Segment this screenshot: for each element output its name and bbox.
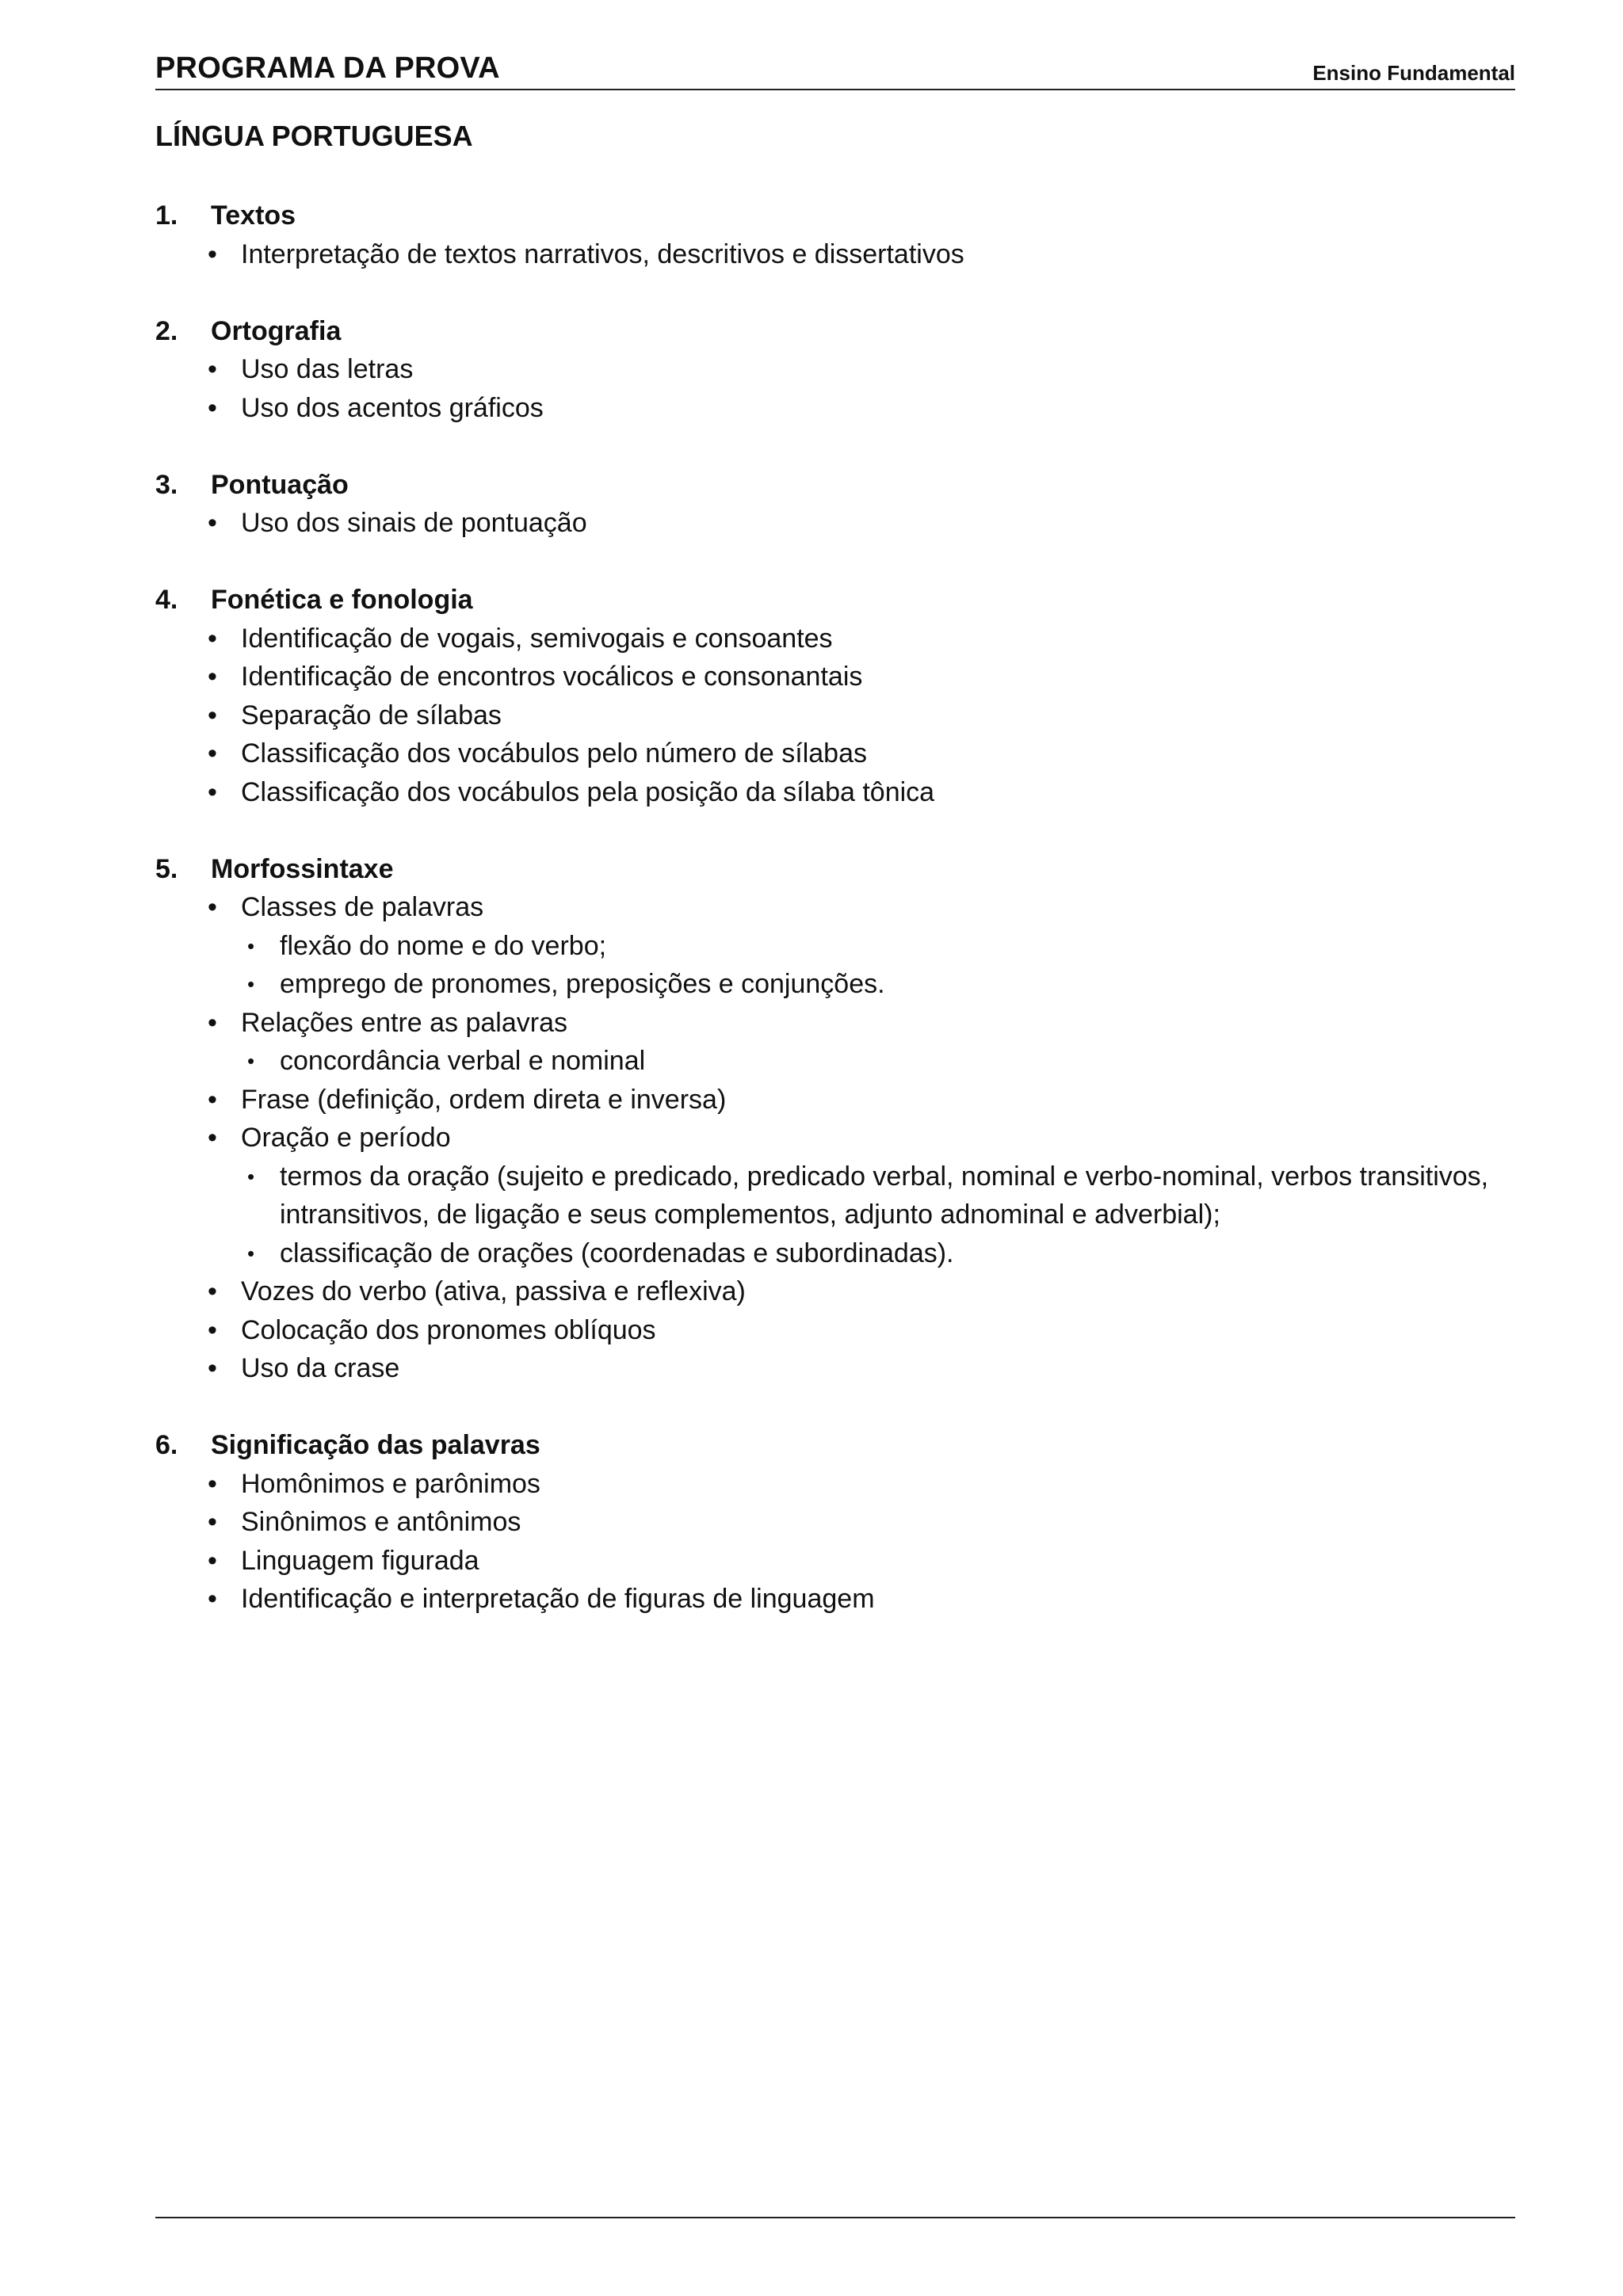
- section-heading: [155, 1426, 1515, 1465]
- list-item: • Interpretação de textos narrativos, descritivos e dissertativos: [155, 235, 1515, 274]
- list-item: • Identificação e interpretação de figuras de linguagem: [155, 1580, 1515, 1619]
- list-item: • Classificação dos vocábulos pelo número de sílabas: [155, 734, 1515, 773]
- sub-list-item: • emprego de pronomes, preposições e conjunções.: [155, 965, 1515, 1004]
- section-number: 4.: [155, 585, 178, 615]
- section-pontuacao: [155, 466, 1515, 543]
- section-number: 3.: [155, 469, 178, 500]
- section-heading: [155, 581, 1515, 620]
- sub-list-item: • termos da oração (sujeito e predicado, predicado verbal, nominal e verbo-nominal, verbos transitivos, intransitivos, de ligação e seus complementos, adjunto adnominal e adverbial);: [155, 1158, 1515, 1234]
- section-heading: [155, 850, 1515, 889]
- footer-rule: [155, 2217, 1515, 2218]
- page-header: [155, 49, 1515, 90]
- section-ortografia: [155, 312, 1515, 428]
- section-morfossintaxe: [155, 850, 1515, 1388]
- list-item: • Homônimos e parônimos: [155, 1465, 1515, 1504]
- list-item: • Vozes do verbo (ativa, passiva e reflexiva): [155, 1272, 1515, 1311]
- section-fonetica: [155, 581, 1515, 811]
- section-number: 2.: [155, 315, 178, 346]
- list-item: • Relações entre as palavras: [155, 1004, 1515, 1043]
- section-title: Significação das palavras: [211, 1430, 540, 1460]
- section-number: 6.: [155, 1430, 178, 1460]
- section-significacao: [155, 1426, 1515, 1619]
- list-item: • Linguagem figurada: [155, 1542, 1515, 1581]
- syllabus: [155, 196, 1515, 1657]
- list-item: • Identificação de encontros vocálicos e consonantais: [155, 658, 1515, 696]
- sub-list-item: • flexão do nome e do verbo;: [155, 927, 1515, 966]
- section-title: Fonética e fonologia: [211, 585, 473, 615]
- sub-list-item: • concordância verbal e nominal: [155, 1042, 1515, 1081]
- document-title: PROGRAMA DA PROVA: [155, 51, 500, 85]
- list-item: • Uso dos acentos gráficos: [155, 389, 1515, 428]
- list-item: • Frase (definição, ordem direta e inversa): [155, 1081, 1515, 1119]
- section-title: Textos: [211, 200, 296, 231]
- section-heading: [155, 196, 1515, 235]
- section-number: 1.: [155, 200, 178, 231]
- section-title: Pontuação: [211, 469, 349, 500]
- list-item: • Uso das letras: [155, 350, 1515, 389]
- section-textos: [155, 196, 1515, 273]
- section-heading: [155, 312, 1515, 351]
- section-number: 5.: [155, 853, 178, 884]
- list-item: • Sinônimos e antônimos: [155, 1503, 1515, 1542]
- list-item: • Classificação dos vocábulos pela posição da sílaba tônica: [155, 773, 1515, 812]
- list-item: • Uso da crase: [155, 1349, 1515, 1388]
- education-level: Ensino Fundamental: [1312, 61, 1515, 85]
- sub-list-item: • classificação de orações (coordenadas e subordinadas).: [155, 1234, 1515, 1273]
- section-title: Morfossintaxe: [211, 853, 394, 884]
- list-item: • Separação de sílabas: [155, 696, 1515, 735]
- list-item: • Colocação dos pronomes oblíquos: [155, 1311, 1515, 1350]
- subject-title: LÍNGUA PORTUGUESA: [155, 120, 473, 152]
- list-item: • Identificação de vogais, semivogais e consoantes: [155, 620, 1515, 658]
- section-title: Ortografia: [211, 315, 342, 346]
- list-item: • Oração e período: [155, 1119, 1515, 1158]
- list-item: • Classes de palavras: [155, 888, 1515, 927]
- section-heading: [155, 466, 1515, 505]
- list-item: • Uso dos sinais de pontuação: [155, 504, 1515, 543]
